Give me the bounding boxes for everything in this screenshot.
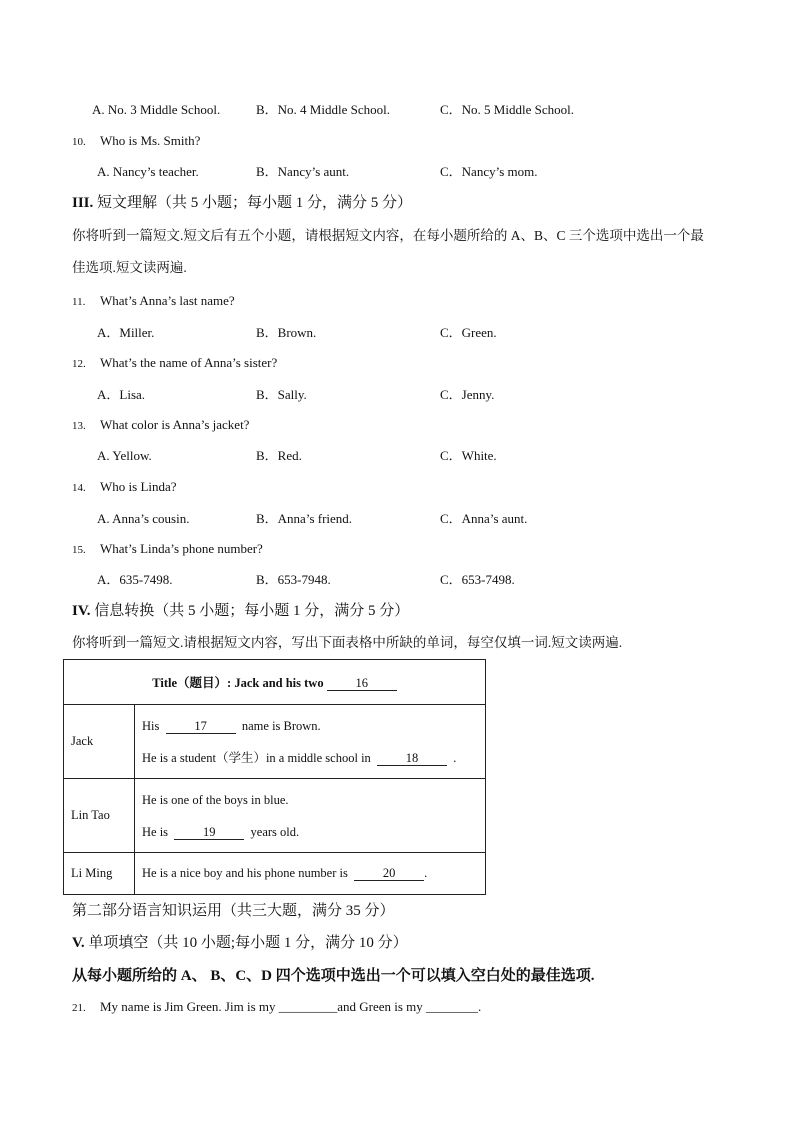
question-text: What color is Anna’s jacket? — [100, 417, 250, 432]
q9-option-a: A. No. 3 Middle School. — [92, 102, 221, 117]
q14-option-a: A. Anna’s cousin. — [97, 511, 190, 526]
section-3-instruction-2: 佳选项.短文读两遍. — [72, 260, 187, 275]
row-text: He is a student（学生）in a middle school in — [142, 750, 371, 765]
section-5-heading — [72, 933, 408, 953]
table-row — [64, 779, 486, 853]
table-title: Title（题目）: Jack and his two — [152, 676, 324, 690]
q9-option-c: C．No. 5 Middle School. — [440, 102, 574, 117]
row-text: . — [424, 866, 428, 880]
section-roman: V. — [72, 935, 85, 951]
row-text: years old. — [250, 824, 300, 839]
table-title-cell — [64, 660, 486, 705]
question-number: 13. — [72, 420, 86, 432]
q10-option-c: C．Nancy’s mom. — [440, 164, 538, 179]
question-text: Who is Ms. Smith? — [100, 133, 201, 148]
info-table — [63, 659, 486, 895]
question-number: 12. — [72, 358, 86, 370]
blank-17: 17 — [166, 719, 236, 734]
row-text: His — [142, 718, 160, 733]
part-2-heading: 第二部分语言知识运用（共三大题，满分 35 分） — [72, 903, 395, 919]
question-14 — [72, 478, 177, 497]
question-number: 11. — [72, 296, 86, 308]
q9-option-b: B．No. 4 Middle School. — [256, 102, 390, 117]
row-text: He is — [142, 824, 169, 839]
question-text: Who is Linda? — [100, 479, 177, 494]
row-text: name is Brown. — [241, 718, 321, 733]
table-title-row — [64, 660, 486, 705]
blank-20: 20 — [354, 866, 424, 881]
question-text: My name is Jim Green. Jim is my _________and Green is my ________. — [100, 999, 482, 1014]
q13-option-a: A. Yellow. — [97, 448, 152, 463]
question-number: 10. — [72, 136, 86, 148]
section-4-instruction: 你将听到一篇短文.请根据短文内容，写出下面表格中所缺的单词，每空仅填一词.短文读两遍. — [72, 635, 623, 650]
q13-option-b: B．Red. — [256, 448, 302, 463]
question-13 — [72, 416, 249, 435]
q12-option-c: C．Jenny. — [440, 387, 495, 402]
q15-option-a: A．635-7498. — [97, 572, 173, 587]
q10-option-b: B．Nancy’s aunt. — [256, 164, 350, 179]
q11-option-c: C．Green. — [440, 325, 497, 340]
section-title: 单项填空（共 10 小题;每小题 1 分，满分 10 分） — [88, 935, 408, 951]
row-text: He is one of the boys in blue. — [142, 792, 289, 807]
section-title: 信息转换（共 5 小题；每小题 1 分，满分 5 分） — [94, 603, 410, 619]
q14-option-c: C．Anna’s aunt. — [440, 511, 528, 526]
section-roman: IV. — [72, 603, 91, 619]
question-21 — [72, 998, 481, 1017]
row-label: Jack — [64, 705, 135, 779]
question-text: What’s the name of Anna’s sister? — [100, 355, 278, 370]
q11-option-a: A．Miller. — [97, 325, 155, 340]
question-text: What’s Linda’s phone number? — [100, 541, 263, 556]
row-content — [135, 779, 486, 853]
q12-option-b: B．Sally. — [256, 387, 307, 402]
q11-option-b: B．Brown. — [256, 325, 317, 340]
blank-16: 16 — [327, 676, 397, 691]
section-5-instruction: 从每小题所给的 A、 B、C、D 四个选项中选出一个可以填入空白处的最佳选项. — [72, 968, 595, 984]
question-10 — [72, 132, 200, 151]
row-content — [135, 853, 486, 895]
q10-option-a: A. Nancy’s teacher. — [97, 164, 199, 179]
question-number: 15. — [72, 544, 86, 556]
question-text: What’s Anna’s last name? — [100, 293, 235, 308]
question-15 — [72, 540, 263, 559]
blank-18: 18 — [377, 751, 447, 766]
table-row — [64, 705, 486, 779]
section-title: 短文理解（共 5 小题；每小题 1 分，满分 5 分） — [97, 195, 413, 211]
question-11 — [72, 292, 235, 311]
row-content — [135, 705, 486, 779]
question-number: 21. — [72, 1002, 86, 1014]
q12-option-a: A．Lisa. — [97, 387, 146, 402]
row-label: Lin Tao — [64, 779, 135, 853]
question-12 — [72, 354, 277, 373]
q15-option-b: B．653-7948. — [256, 572, 331, 587]
row-label: Li Ming — [64, 853, 135, 895]
section-3-heading — [72, 193, 412, 213]
section-3-instruction-1: 你将听到一篇短文.短文后有五个小题，请根据短文内容，在每小题所给的 A、B、C 三个选项中选出一个最 — [72, 228, 704, 243]
section-4-heading — [72, 601, 409, 621]
q14-option-b: B．Anna’s friend. — [256, 511, 353, 526]
row-text: He is a nice boy and his phone number is — [142, 866, 348, 880]
question-number: 14. — [72, 482, 86, 494]
section-roman: III. — [72, 195, 94, 211]
table-row — [64, 853, 486, 895]
row-text: . — [453, 750, 457, 765]
q13-option-c: C．White. — [440, 448, 497, 463]
q15-option-c: C．653-7498. — [440, 572, 515, 587]
blank-19: 19 — [174, 825, 244, 840]
